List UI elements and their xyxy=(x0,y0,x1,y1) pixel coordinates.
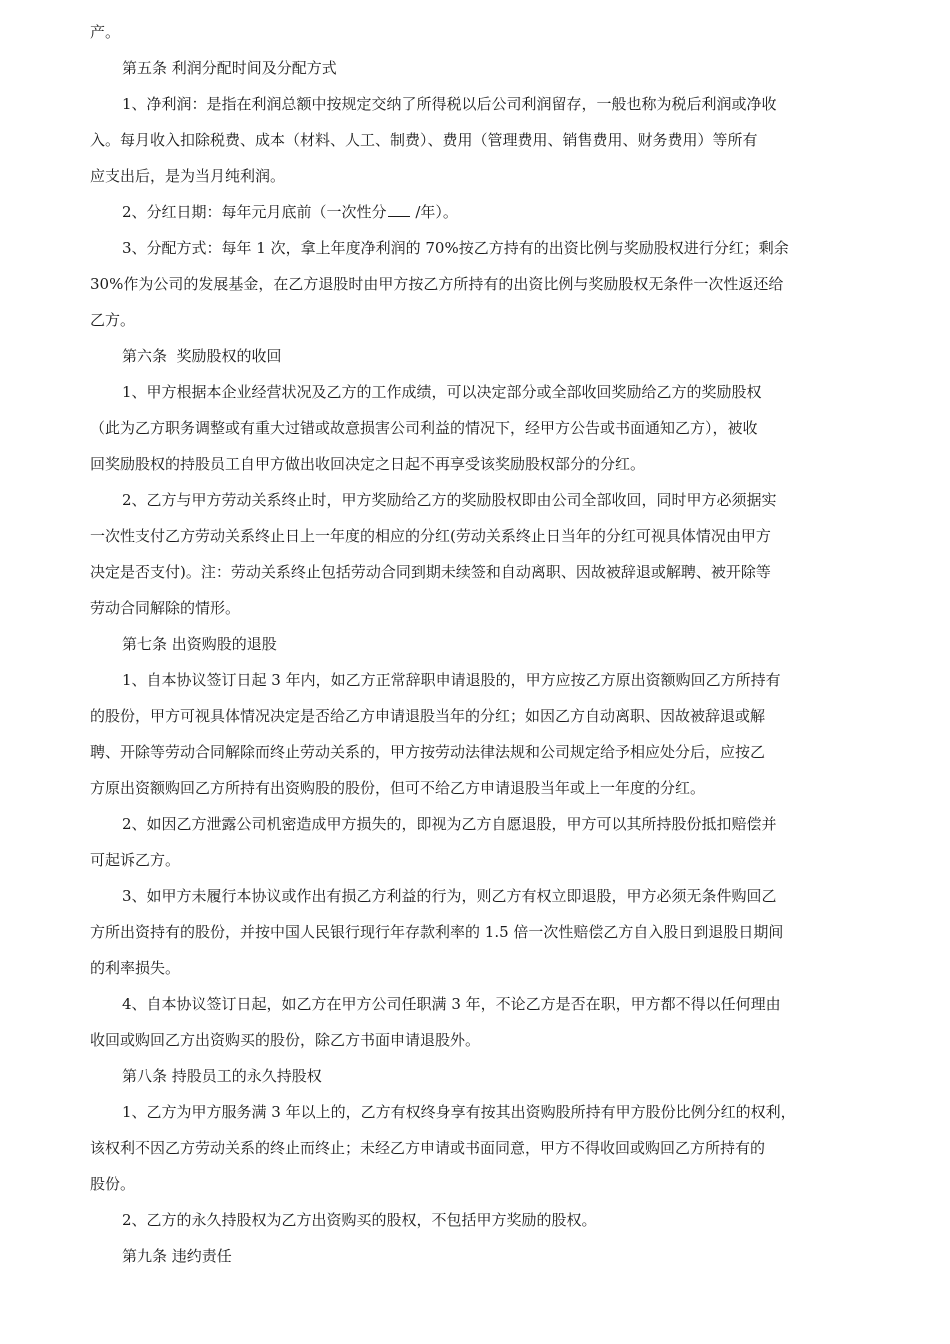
text-line: 4、自本协议签订日起，如乙方在甲方公司任职满 3 年，不论乙方是否在职，甲方都不得以任何理由 xyxy=(122,995,781,1013)
dividend-date-line xyxy=(90,194,862,230)
text-line: 3、如甲方未履行本协议或作出有损乙方利益的行为，则乙方有权立即退股，甲方必须无条件购回乙 xyxy=(122,887,777,905)
text-line: 方原出资额购回乙方所持有出资购股的股份，但可不给乙方申请退股当年或上一年度的分红。 xyxy=(90,779,706,797)
text-line: 一次性支付乙方劳动关系终止日上一年度的相应的分红(劳动关系终止日当年的分红可视具体情况由甲方 xyxy=(90,527,771,545)
article-heading: 第七条 出资购股的退股 xyxy=(122,635,277,653)
document-page xyxy=(90,14,862,1274)
article-heading: 第五条 利润分配时间及分配方式 xyxy=(122,59,337,77)
text-line: 1、净利润：是指在利润总额中按规定交纳了所得税以后公司利润留存，一般也称为税后利润或净收 xyxy=(122,95,777,113)
text-line: 乙方。 xyxy=(90,311,136,329)
text-line: 2、乙方的永久持股权为乙方出资购买的股权，不包括甲方奖励的股权。 xyxy=(122,1211,597,1229)
text-line: 回奖励股权的持股员工自甲方做出收回决定之日起不再享受该奖励股权部分的分红。 xyxy=(90,455,646,473)
text-line: 2、乙方与甲方劳动关系终止时，甲方奖励给乙方的奖励股权即由公司全部收回，同时甲方必须据实 xyxy=(122,491,777,509)
text-line: 可起诉乙方。 xyxy=(90,851,181,869)
text-line: 入。每月收入扣除税费、成本（材料、人工、制费）、费用（管理费用、销售费用、财务费用）等所有 xyxy=(90,131,758,149)
text-line: 收回或购回乙方出资购买的股份，除乙方书面申请退股外。 xyxy=(90,1031,481,1049)
text-line: 1、自本协议签订日起 3 年内，如乙方正常辞职申请退股的，甲方应按乙方原出资额购回乙方所持有 xyxy=(122,671,781,689)
text-segment: 2、分红日期：每年元月底前（一次性分 xyxy=(122,203,387,221)
text-line: （此为乙方职务调整或有重大过错或故意损害公司利益的情况下，经甲方公告或书面通知乙方），被收 xyxy=(90,419,758,437)
article-heading: 第八条 持股员工的永久持股权 xyxy=(122,1067,322,1085)
text-line: 股份。 xyxy=(90,1175,136,1193)
text-line: 产。 xyxy=(90,23,121,41)
article-heading: 第九条 违约责任 xyxy=(122,1247,232,1265)
text-line: 30%作为公司的发展基金，在乙方退股时由甲方按乙方所持有的出资比例与奖励股权无条件一次性返还给 xyxy=(90,275,784,293)
text-line: 劳动合同解除的情形。 xyxy=(90,599,241,617)
text-segment: /年）。 xyxy=(410,203,458,221)
text-line: 决定是否支付)。注：劳动关系终止包括劳动合同到期未续签和自动离职、因故被辞退或解聘、被开除等 xyxy=(90,563,771,581)
text-line: 的利率损失。 xyxy=(90,959,181,977)
article-heading: 第六条 奖励股权的收回 xyxy=(122,347,282,365)
text-line: 的股份，甲方可视具体情况决定是否给乙方申请退股当年的分红；如因乙方自动离职、因故被辞退或解 xyxy=(90,707,766,725)
fill-in-blank xyxy=(388,202,410,217)
text-line: 2、如因乙方泄露公司机密造成甲方损失的，即视为乙方自愿退股，甲方可以其所持股份抵扣赔偿并 xyxy=(122,815,777,833)
text-line: 该权利不因乙方劳动关系的终止而终止；未经乙方申请或书面同意，甲方不得收回或购回乙方所持有的 xyxy=(90,1139,766,1157)
text-line: 3、分配方式：每年 1 次，拿上年度净利润的 70%按乙方持有的出资比例与奖励股权进行分红；剩余 xyxy=(122,239,789,257)
text-line: 1、乙方为甲方服务满 3 年以上的，乙方有权终身享有按其出资购股所持有甲方股份比例分红的权利， xyxy=(122,1103,796,1121)
text-line: 方所出资持有的股份，并按中国人民银行现行年存款利率的 1.5 倍一次性赔偿乙方自入股日到退股日期间 xyxy=(90,923,784,941)
text-line: 聘、开除等劳动合同解除而终止劳动关系的，甲方按劳动法律法规和公司规定给予相应处分后，应按乙 xyxy=(90,743,766,761)
text-line: 应支出后，是为当月纯利润。 xyxy=(90,167,286,185)
text-line: 1、甲方根据本企业经营状况及乙方的工作成绩，可以决定部分或全部收回奖励给乙方的奖励股权 xyxy=(122,383,762,401)
